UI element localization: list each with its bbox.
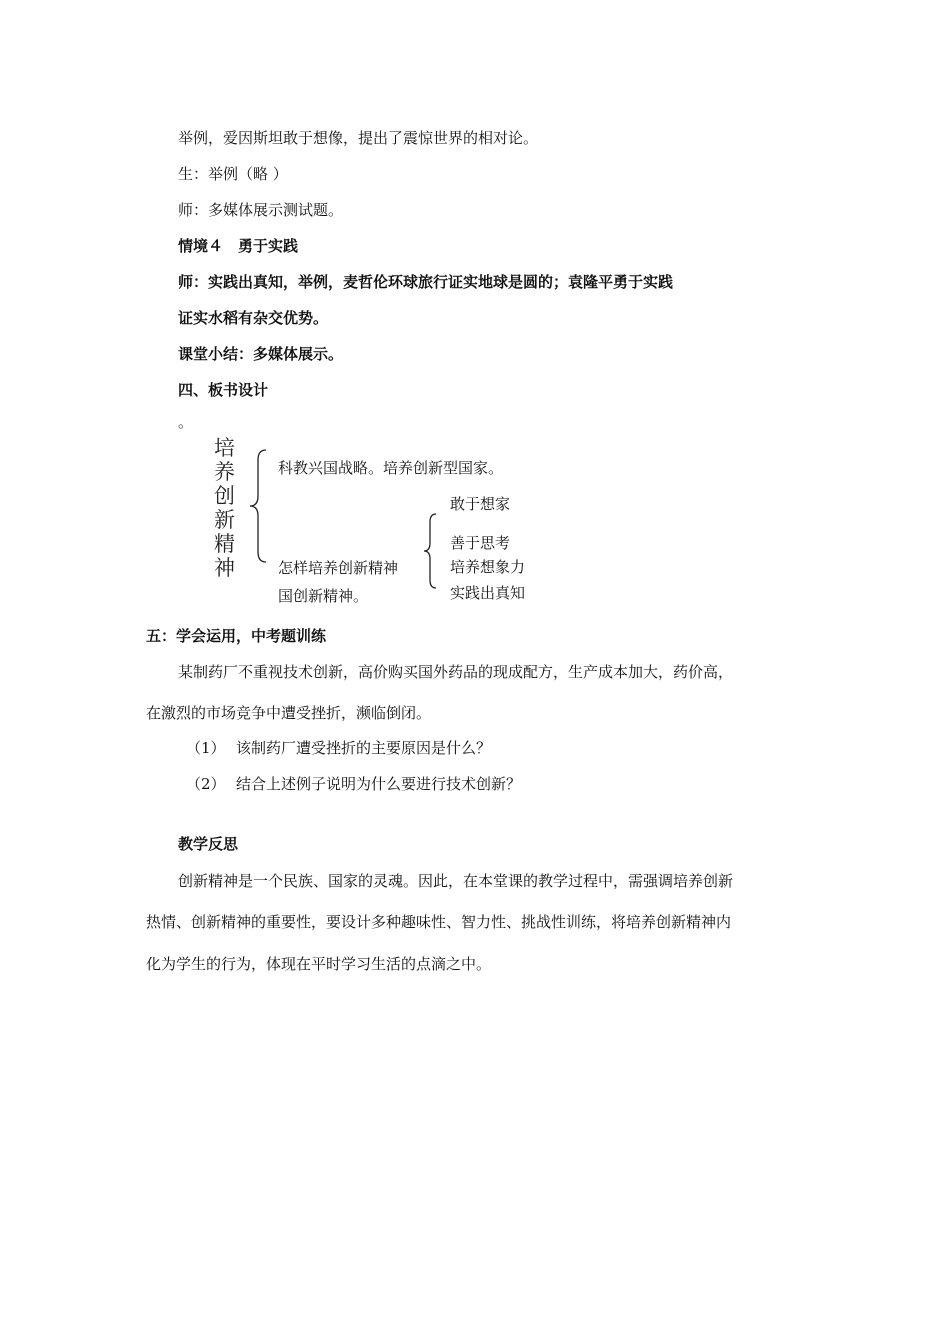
reflection-text: 热情、创新精神的重要性，要设计多种趣味性、智力性、挑战性训练，将培养创新精神内: [146, 913, 732, 931]
text-line: 。: [178, 413, 194, 431]
question-number: （1）: [186, 739, 226, 757]
section-heading: 四、板书设计: [178, 381, 269, 399]
question-text: 某制药厂不重视技术创新，高价购买国外药品的现成配方，生产成本加大，药价高，: [178, 663, 734, 681]
reflection-title: 教学反思: [178, 835, 239, 853]
question-number: （2）: [186, 775, 226, 793]
question-text: 在激烈的市场竞争中遭受挫折，濒临倒闭。: [146, 704, 432, 722]
left-brace: [248, 448, 270, 564]
text-line: 举例，爱因斯坦敢于想像，提出了震惊世界的相对论。: [178, 129, 539, 147]
summary-line: 课堂小结：多媒体展示。: [178, 345, 344, 363]
board-sub-item: 实践出真知: [450, 584, 526, 602]
vertical-title-char: 神: [214, 556, 235, 580]
question-item: 结合上述例子说明为什么要进行技术创新？: [236, 775, 522, 793]
right-brace: [422, 512, 440, 590]
question-item: 该制药厂遭受挫折的主要原因是什么？: [236, 739, 492, 757]
vertical-title-char: 新: [214, 508, 235, 532]
text-line: 证实水稻有杂交优势。: [178, 309, 329, 327]
reflection-text: 创新精神是一个民族、国家的灵魂。因此，在本堂课的教学过程中，需强调培养创新: [178, 872, 734, 890]
reflection-text: 化为学生的行为，体现在平时学习生活的点滴之中。: [146, 955, 492, 973]
board-item: 国创新精神。: [278, 587, 369, 605]
text-line: 师：实践出真知，举例，麦哲伦环球旅行证实地球是圆的；袁隆平勇于实践: [178, 273, 674, 291]
text-line: 生：举例（略 ）: [178, 165, 288, 183]
scenario-heading: 情境４ 勇于实践: [178, 237, 299, 255]
vertical-title-char: 养: [214, 460, 235, 484]
board-item: 科教兴国战略。培养创新型国家。: [278, 459, 504, 477]
vertical-title-char: 培: [214, 436, 235, 460]
text-line: 师：多媒体展示测试题。: [178, 201, 344, 219]
vertical-title-char: 创: [214, 484, 235, 508]
clipped-sub-item: 培养想象力: [450, 558, 526, 576]
section-heading: 五：学会运用，中考题训练: [146, 627, 327, 645]
board-sub-item: 善于思考: [450, 534, 511, 552]
clipped-sub-item: 敢于想家: [450, 495, 511, 513]
board-item: 怎样培养创新精神: [278, 559, 399, 577]
vertical-title-char: 精: [214, 532, 235, 556]
